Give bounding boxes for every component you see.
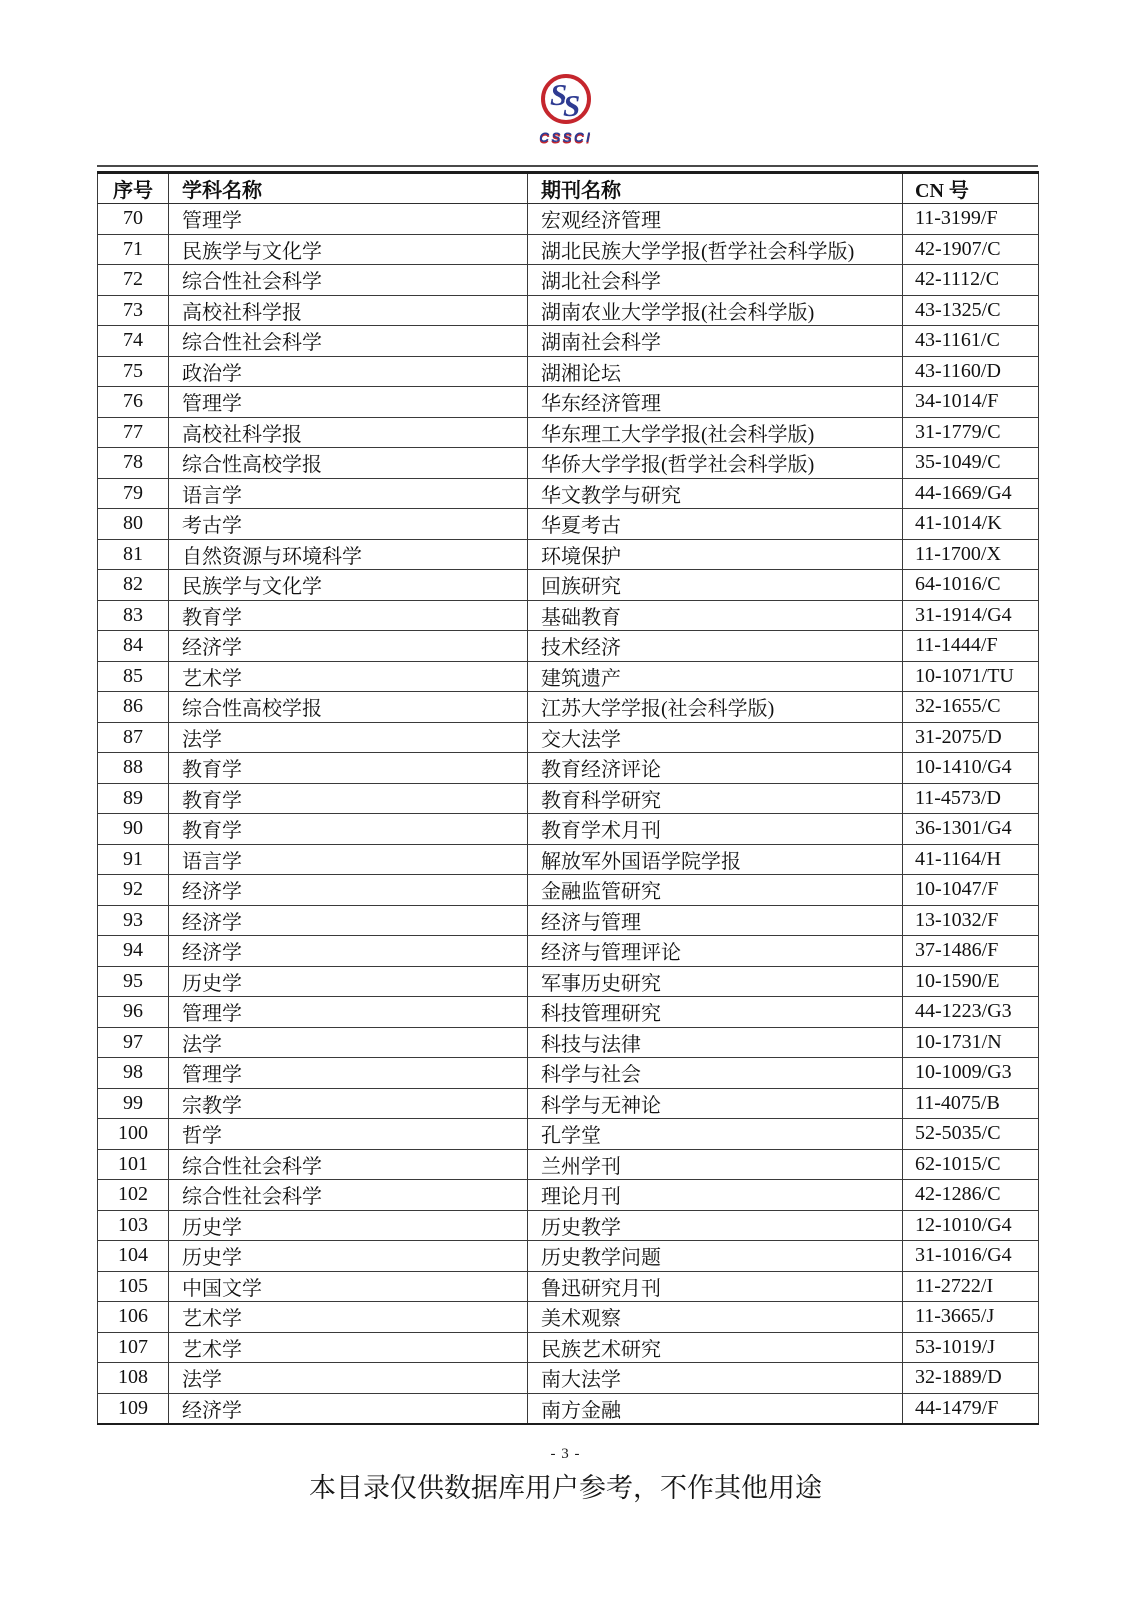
table-row <box>98 692 1039 723</box>
journal-table-wrap <box>97 165 1038 1425</box>
cell-cn: 43-1160/D <box>903 356 1039 387</box>
cell-cn: 11-3199/F <box>903 204 1039 235</box>
cell-no: 97 <box>98 1027 169 1058</box>
cssci-logo <box>0 72 1131 145</box>
cell-subject: 高校社科学报 <box>169 417 528 448</box>
cell-subject: 高校社科学报 <box>169 295 528 326</box>
cell-journal: 经济与管理 <box>528 905 903 936</box>
cell-journal: 军事历史研究 <box>528 966 903 997</box>
cell-subject: 法学 <box>169 1363 528 1394</box>
table-row <box>98 1088 1039 1119</box>
table-row <box>98 814 1039 845</box>
cell-cn: 10-1009/G3 <box>903 1058 1039 1089</box>
cell-cn: 37-1486/F <box>903 936 1039 967</box>
table-row <box>98 1027 1039 1058</box>
column-header-no: 序号 <box>98 172 169 204</box>
column-header-cn: CN 号 <box>903 172 1039 204</box>
cell-subject: 语言学 <box>169 844 528 875</box>
cell-no: 103 <box>98 1210 169 1241</box>
cell-subject: 自然资源与环境科学 <box>169 539 528 570</box>
cssci-double-s-circle-icon <box>536 72 596 128</box>
cell-journal: 孔学堂 <box>528 1119 903 1150</box>
cell-journal: 江苏大学学报(社会科学版) <box>528 692 903 723</box>
table-row <box>98 1302 1039 1333</box>
table-row <box>98 875 1039 906</box>
cell-subject: 管理学 <box>169 997 528 1028</box>
cell-cn: 10-1731/N <box>903 1027 1039 1058</box>
cell-no: 79 <box>98 478 169 509</box>
cell-journal: 湖北社会科学 <box>528 265 903 296</box>
page-number: - 3 - <box>550 1446 581 1462</box>
cell-journal: 教育学术月刊 <box>528 814 903 845</box>
table-row <box>98 234 1039 265</box>
cell-subject: 艺术学 <box>169 1302 528 1333</box>
cell-cn: 11-2722/I <box>903 1271 1039 1302</box>
cell-no: 91 <box>98 844 169 875</box>
cell-subject: 经济学 <box>169 905 528 936</box>
cell-journal: 科学与社会 <box>528 1058 903 1089</box>
cell-cn: 31-1016/G4 <box>903 1241 1039 1272</box>
cell-cn: 41-1014/K <box>903 509 1039 540</box>
cell-cn: 36-1301/G4 <box>903 814 1039 845</box>
cell-cn: 32-1655/C <box>903 692 1039 723</box>
cell-subject: 考古学 <box>169 509 528 540</box>
table-header-row <box>98 172 1039 204</box>
cell-cn: 41-1164/H <box>903 844 1039 875</box>
cell-no: 74 <box>98 326 169 357</box>
cell-no: 83 <box>98 600 169 631</box>
cell-journal: 华侨大学学报(哲学社会科学版) <box>528 448 903 479</box>
cell-journal: 回族研究 <box>528 570 903 601</box>
table-row <box>98 1271 1039 1302</box>
cell-journal: 华夏考古 <box>528 509 903 540</box>
table-row <box>98 417 1039 448</box>
cell-cn: 11-3665/J <box>903 1302 1039 1333</box>
cell-journal: 南大法学 <box>528 1363 903 1394</box>
table-row <box>98 1210 1039 1241</box>
cell-journal: 环境保护 <box>528 539 903 570</box>
cell-no: 71 <box>98 234 169 265</box>
table-row <box>98 387 1039 418</box>
cell-subject: 教育学 <box>169 783 528 814</box>
cell-no: 95 <box>98 966 169 997</box>
cell-subject: 哲学 <box>169 1119 528 1150</box>
cell-journal: 金融监管研究 <box>528 875 903 906</box>
cell-cn: 12-1010/G4 <box>903 1210 1039 1241</box>
cell-no: 100 <box>98 1119 169 1150</box>
cell-no: 70 <box>98 204 169 235</box>
table-row <box>98 1058 1039 1089</box>
logo-text: CSSCI <box>539 129 592 145</box>
table-row <box>98 539 1039 570</box>
cell-no: 106 <box>98 1302 169 1333</box>
table-row <box>98 936 1039 967</box>
footer-note: 本目录仅供数据库用户参考，不作其他用途 <box>309 1473 822 1503</box>
cell-subject: 艺术学 <box>169 1332 528 1363</box>
cell-journal: 华东理工大学学报(社会科学版) <box>528 417 903 448</box>
cell-cn: 44-1223/G3 <box>903 997 1039 1028</box>
cell-subject: 管理学 <box>169 1058 528 1089</box>
cell-subject: 政治学 <box>169 356 528 387</box>
column-header-subject: 学科名称 <box>169 172 528 204</box>
cell-journal: 湖北民族大学学报(哲学社会科学版) <box>528 234 903 265</box>
cell-subject: 经济学 <box>169 936 528 967</box>
cell-no: 87 <box>98 722 169 753</box>
cell-journal: 湖湘论坛 <box>528 356 903 387</box>
cell-journal: 宏观经济管理 <box>528 204 903 235</box>
cell-subject: 综合性高校学报 <box>169 448 528 479</box>
cell-no: 84 <box>98 631 169 662</box>
cell-no: 72 <box>98 265 169 296</box>
cell-subject: 经济学 <box>169 1393 528 1424</box>
table-row <box>98 966 1039 997</box>
cell-no: 92 <box>98 875 169 906</box>
cell-cn: 44-1669/G4 <box>903 478 1039 509</box>
table-row <box>98 204 1039 235</box>
cell-journal: 教育经济评论 <box>528 753 903 784</box>
table-row <box>98 448 1039 479</box>
table-row <box>98 783 1039 814</box>
cell-journal: 经济与管理评论 <box>528 936 903 967</box>
cell-cn: 42-1112/C <box>903 265 1039 296</box>
cell-no: 88 <box>98 753 169 784</box>
cell-subject: 历史学 <box>169 1241 528 1272</box>
table-row <box>98 722 1039 753</box>
table-top-rule <box>97 165 1038 167</box>
table-row <box>98 844 1039 875</box>
cell-subject: 中国文学 <box>169 1271 528 1302</box>
cell-subject: 教育学 <box>169 753 528 784</box>
cell-subject: 教育学 <box>169 600 528 631</box>
cell-cn: 13-1032/F <box>903 905 1039 936</box>
cell-no: 99 <box>98 1088 169 1119</box>
cell-cn: 53-1019/J <box>903 1332 1039 1363</box>
column-header-journal: 期刊名称 <box>528 172 903 204</box>
table-row <box>98 1149 1039 1180</box>
cell-cn: 44-1479/F <box>903 1393 1039 1424</box>
cell-subject: 宗教学 <box>169 1088 528 1119</box>
table-row <box>98 1332 1039 1363</box>
table-row <box>98 478 1039 509</box>
table-row <box>98 356 1039 387</box>
logo-monogram-s2: S <box>562 88 580 123</box>
cell-no: 86 <box>98 692 169 723</box>
cell-subject: 综合性社会科学 <box>169 326 528 357</box>
table-row <box>98 1393 1039 1424</box>
logo-monogram-s1: S <box>549 77 567 112</box>
table-row <box>98 905 1039 936</box>
cell-cn: 34-1014/F <box>903 387 1039 418</box>
cell-journal: 鲁迅研究月刊 <box>528 1271 903 1302</box>
cell-no: 80 <box>98 509 169 540</box>
cell-journal: 教育科学研究 <box>528 783 903 814</box>
cell-subject: 经济学 <box>169 631 528 662</box>
cell-no: 109 <box>98 1393 169 1424</box>
cell-cn: 11-4573/D <box>903 783 1039 814</box>
cell-no: 104 <box>98 1241 169 1272</box>
cell-subject: 法学 <box>169 1027 528 1058</box>
cell-journal: 科技管理研究 <box>528 997 903 1028</box>
cell-subject: 管理学 <box>169 204 528 235</box>
cell-cn: 10-1590/E <box>903 966 1039 997</box>
cell-journal: 历史教学问题 <box>528 1241 903 1272</box>
cell-journal: 科技与法律 <box>528 1027 903 1058</box>
cell-journal: 美术观察 <box>528 1302 903 1333</box>
cell-cn: 11-1444/F <box>903 631 1039 662</box>
cell-journal: 交大法学 <box>528 722 903 753</box>
cell-no: 77 <box>98 417 169 448</box>
cell-journal: 兰州学刊 <box>528 1149 903 1180</box>
table-row <box>98 509 1039 540</box>
cell-cn: 11-4075/B <box>903 1088 1039 1119</box>
cell-journal: 华东经济管理 <box>528 387 903 418</box>
cell-cn: 43-1161/C <box>903 326 1039 357</box>
cell-journal: 基础教育 <box>528 600 903 631</box>
cell-no: 102 <box>98 1180 169 1211</box>
cell-cn: 31-1779/C <box>903 417 1039 448</box>
cell-no: 101 <box>98 1149 169 1180</box>
cell-subject: 综合性社会科学 <box>169 265 528 296</box>
cell-subject: 综合性高校学报 <box>169 692 528 723</box>
cell-cn: 62-1015/C <box>903 1149 1039 1180</box>
cell-journal: 理论月刊 <box>528 1180 903 1211</box>
cell-no: 108 <box>98 1363 169 1394</box>
cell-journal: 华文教学与研究 <box>528 478 903 509</box>
cell-cn: 10-1410/G4 <box>903 753 1039 784</box>
journal-table <box>97 171 1039 1426</box>
cell-no: 107 <box>98 1332 169 1363</box>
cell-cn: 10-1047/F <box>903 875 1039 906</box>
cell-subject: 民族学与文化学 <box>169 234 528 265</box>
cell-no: 73 <box>98 295 169 326</box>
cell-no: 90 <box>98 814 169 845</box>
cell-no: 75 <box>98 356 169 387</box>
table-row <box>98 570 1039 601</box>
cell-no: 76 <box>98 387 169 418</box>
cell-no: 105 <box>98 1271 169 1302</box>
cell-journal: 技术经济 <box>528 631 903 662</box>
table-row <box>98 295 1039 326</box>
table-row <box>98 997 1039 1028</box>
cell-no: 89 <box>98 783 169 814</box>
cell-journal: 历史教学 <box>528 1210 903 1241</box>
cell-no: 93 <box>98 905 169 936</box>
cell-cn: 31-2075/D <box>903 722 1039 753</box>
cell-cn: 52-5035/C <box>903 1119 1039 1150</box>
cell-subject: 民族学与文化学 <box>169 570 528 601</box>
table-row <box>98 265 1039 296</box>
table-row <box>98 600 1039 631</box>
table-row <box>98 1363 1039 1394</box>
table-row <box>98 1119 1039 1150</box>
cell-journal: 科学与无神论 <box>528 1088 903 1119</box>
table-row <box>98 1241 1039 1272</box>
cell-journal: 南方金融 <box>528 1393 903 1424</box>
cell-subject: 综合性社会科学 <box>169 1149 528 1180</box>
cell-cn: 10-1071/TU <box>903 661 1039 692</box>
cell-no: 96 <box>98 997 169 1028</box>
cell-subject: 综合性社会科学 <box>169 1180 528 1211</box>
table-row <box>98 326 1039 357</box>
cell-cn: 42-1907/C <box>903 234 1039 265</box>
table-row <box>98 1180 1039 1211</box>
cell-no: 78 <box>98 448 169 479</box>
cell-journal: 湖南农业大学学报(社会科学版) <box>528 295 903 326</box>
cell-subject: 历史学 <box>169 1210 528 1241</box>
cell-journal: 建筑遗产 <box>528 661 903 692</box>
cell-subject: 语言学 <box>169 478 528 509</box>
table-row <box>98 753 1039 784</box>
cell-journal: 民族艺术研究 <box>528 1332 903 1363</box>
cell-cn: 35-1049/C <box>903 448 1039 479</box>
table-row <box>98 661 1039 692</box>
cell-cn: 32-1889/D <box>903 1363 1039 1394</box>
cell-cn: 11-1700/X <box>903 539 1039 570</box>
cell-cn: 31-1914/G4 <box>903 600 1039 631</box>
cell-no: 81 <box>98 539 169 570</box>
cell-no: 82 <box>98 570 169 601</box>
cell-no: 98 <box>98 1058 169 1089</box>
cell-subject: 法学 <box>169 722 528 753</box>
cell-subject: 教育学 <box>169 814 528 845</box>
cell-journal: 解放军外国语学院学报 <box>528 844 903 875</box>
cell-cn: 64-1016/C <box>903 570 1039 601</box>
cell-journal: 湖南社会科学 <box>528 326 903 357</box>
cell-no: 94 <box>98 936 169 967</box>
cell-subject: 历史学 <box>169 966 528 997</box>
cell-cn: 43-1325/C <box>903 295 1039 326</box>
table-row <box>98 631 1039 662</box>
cell-subject: 艺术学 <box>169 661 528 692</box>
cell-subject: 经济学 <box>169 875 528 906</box>
cell-cn: 42-1286/C <box>903 1180 1039 1211</box>
cell-no: 85 <box>98 661 169 692</box>
cell-subject: 管理学 <box>169 387 528 418</box>
